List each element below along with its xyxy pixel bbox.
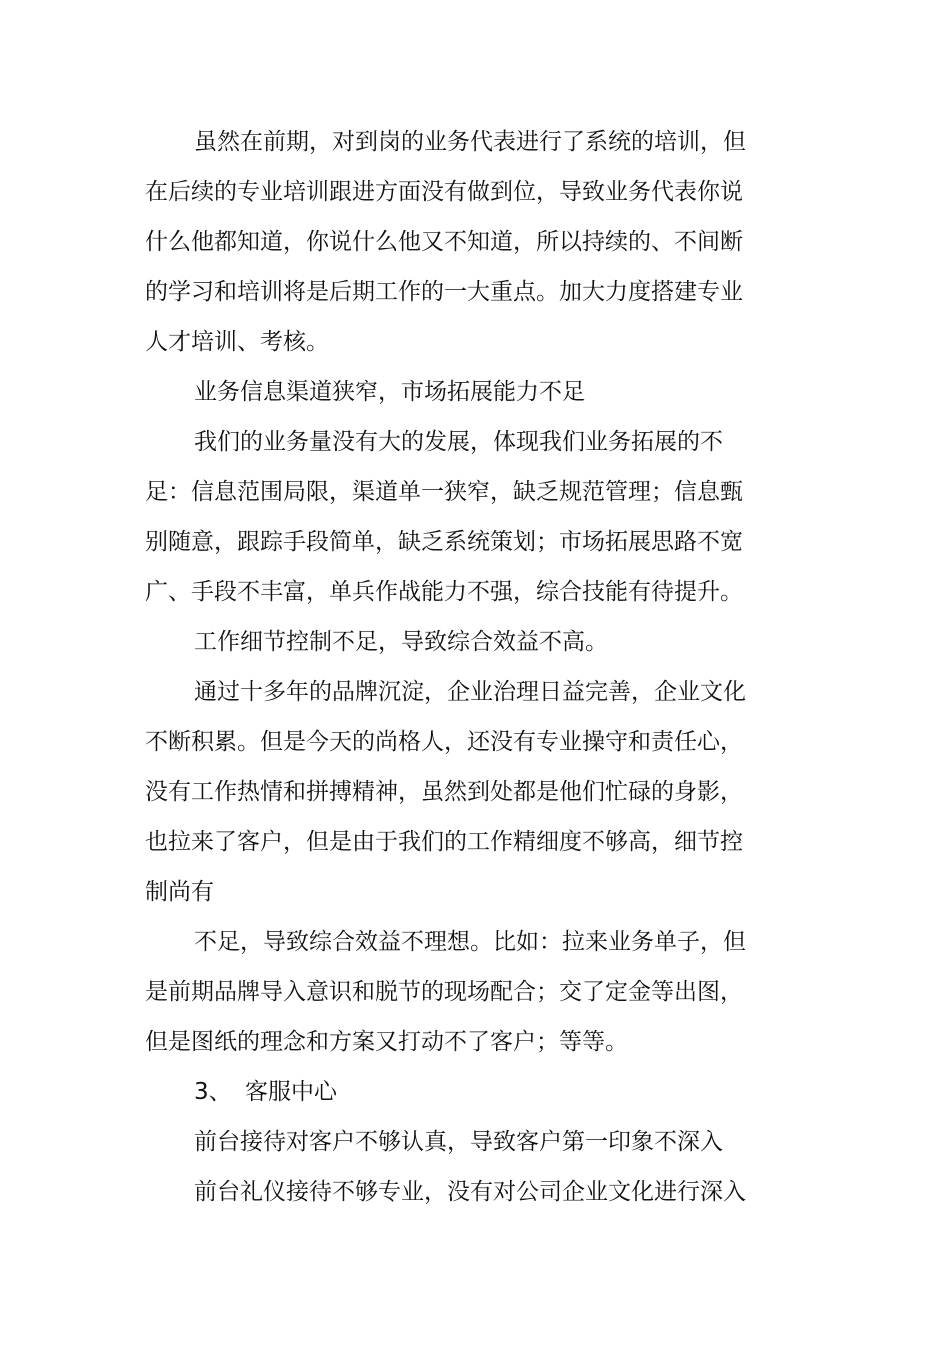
paragraph-line: 足：信息范围局限，渠道单一狭窄，缺乏规范管理；信息甄	[145, 479, 743, 505]
paragraph-line: 没有工作热情和拼搏精神，虽然到处都是他们忙碌的身影，	[145, 779, 743, 805]
paragraph-line: 前台接待对客户不够认真，导致客户第一印象不深入	[194, 1129, 723, 1155]
paragraph-line: 也拉来了客户，但是由于我们的工作精细度不够高，细节控	[145, 829, 743, 855]
paragraph-line: 制尚有	[145, 879, 214, 905]
paragraph-line: 前台礼仪接待不够专业，没有对公司企业文化进行深入	[194, 1179, 746, 1205]
section-number: 3、	[194, 1079, 232, 1105]
paragraph-line: 是前期品牌导入意识和脱节的现场配合；交了定金等出图，	[145, 979, 743, 1005]
paragraph-line: 不足，导致综合效益不理想。比如：拉来业务单子，但	[194, 929, 746, 955]
paragraph-line: 虽然在前期，对到岗的业务代表进行了系统的培训，但	[194, 129, 746, 155]
paragraph-line: 但是图纸的理念和方案又打动不了客户；等等。	[145, 1029, 628, 1055]
paragraph-line: 我们的业务量没有大的发展，体现我们业务拓展的不	[194, 429, 723, 455]
paragraph-line: 人才培训、考核。	[145, 329, 329, 355]
paragraph-line: 什么他都知道，你说什么他又不知道，所以持续的、不间断	[145, 229, 743, 255]
paragraph-line: 通过十多年的品牌沉淀，企业治理日益完善，企业文化	[194, 679, 746, 705]
paragraph-line: 不断积累。但是今天的尚格人，还没有专业操守和责任心，	[145, 729, 743, 755]
paragraph-line: 在后续的专业培训跟进方面没有做到位，导致业务代表你说	[145, 179, 743, 205]
section-title: 客服中心	[245, 1079, 337, 1105]
paragraph-line: 别随意，跟踪手段简单，缺乏系统策划；市场拓展思路不宽	[145, 529, 743, 555]
paragraph-line: 的学习和培训将是后期工作的一大重点。加大力度搭建专业	[145, 279, 743, 305]
paragraph-line: 广、手段不丰富，单兵作战能力不强，综合技能有待提升。	[145, 579, 743, 605]
subheading-line: 业务信息渠道狭窄，市场拓展能力不足	[194, 379, 585, 405]
subheading-line: 工作细节控制不足，导致综合效益不高。	[194, 629, 608, 655]
